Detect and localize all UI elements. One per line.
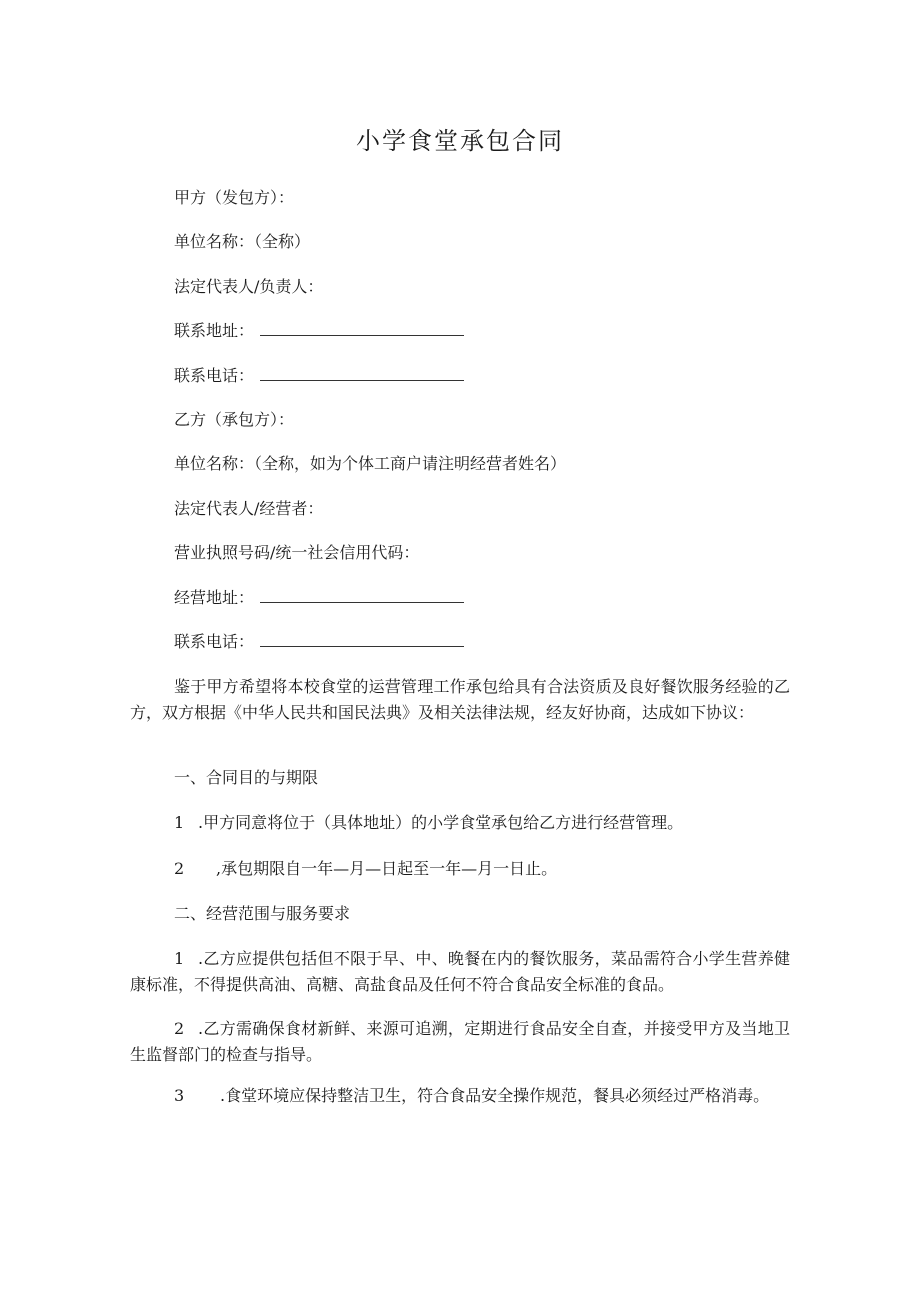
document-title: 小学食堂承包合同 bbox=[356, 127, 564, 155]
item-number: 3 bbox=[174, 1086, 185, 1105]
section1-item2 bbox=[174, 859, 557, 879]
section1-item1 bbox=[174, 813, 683, 833]
party-b-address-label: 经营地址： bbox=[174, 588, 255, 607]
party-b-legal-rep: 法定代表人/经营者： bbox=[174, 499, 324, 518]
party-a-heading: 甲方（发包方）： bbox=[174, 188, 295, 207]
section1-heading: 一、合同目的与期限 bbox=[174, 768, 319, 787]
address-blank-line bbox=[260, 321, 464, 336]
section2-item2 bbox=[130, 1016, 790, 1068]
address-blank-line bbox=[260, 588, 464, 603]
item-text: ,承包期限自一年—月—日起至一年—月一日止。 bbox=[216, 859, 558, 878]
section2-item1 bbox=[130, 946, 790, 998]
item-text: .乙方需确保食材新鲜、来源可追溯，定期进行食品安全自查，并接受甲方及当地卫生监督部门的检查与指导。 bbox=[130, 1019, 790, 1064]
item-number: 1 bbox=[174, 813, 185, 832]
section2-item3 bbox=[130, 1083, 790, 1109]
party-b-phone-label: 联系电话： bbox=[174, 632, 255, 651]
item-number: 2 bbox=[174, 859, 185, 878]
party-a-phone bbox=[174, 366, 464, 386]
party-b-heading: 乙方（承包方）： bbox=[174, 410, 295, 429]
party-a-address bbox=[174, 321, 464, 341]
section2-heading: 二、经营范围与服务要求 bbox=[174, 904, 351, 923]
item-text: .食堂环境应保持整洁卫生，符合食品安全操作规范，餐具必须经过严格消毒。 bbox=[220, 1086, 770, 1105]
party-b-unit-name: 单位名称：（全称，如为个体工商户请注明经营者姓名） bbox=[174, 454, 567, 473]
phone-blank-line bbox=[260, 366, 464, 381]
party-b-address bbox=[174, 588, 464, 608]
preamble-paragraph: 鉴于甲方希望将本校食堂的运营管理工作承包给具有合法资质及良好餐饮服务经验的乙方，双方根据《中华人民共和国民法典》及相关法律法规，经友好协商，达成如下协议： bbox=[130, 677, 790, 722]
party-a-unit-name: 单位名称：（全称） bbox=[174, 232, 311, 251]
item-text: .甲方同意将位于（具体地址）的小学食堂承包给乙方进行经营管理。 bbox=[198, 813, 684, 832]
item-text: .乙方应提供包括但不限于早、中、晚餐在内的餐饮服务，菜品需符合小学生营养健康标准，不得提供高油、高糖、高盐食品及任何不符合食品安全标准的食品。 bbox=[130, 949, 790, 994]
party-a-address-label: 联系地址： bbox=[174, 321, 255, 340]
item-number: 1 bbox=[174, 949, 185, 968]
party-b-phone bbox=[174, 632, 464, 652]
phone-blank-line bbox=[260, 632, 464, 647]
item-number: 2 bbox=[174, 1019, 185, 1038]
party-a-phone-label: 联系电话： bbox=[174, 366, 255, 385]
party-a-legal-rep: 法定代表人/负责人： bbox=[174, 277, 324, 296]
party-b-license: 营业执照号码/统一社会信用代码： bbox=[174, 543, 420, 562]
